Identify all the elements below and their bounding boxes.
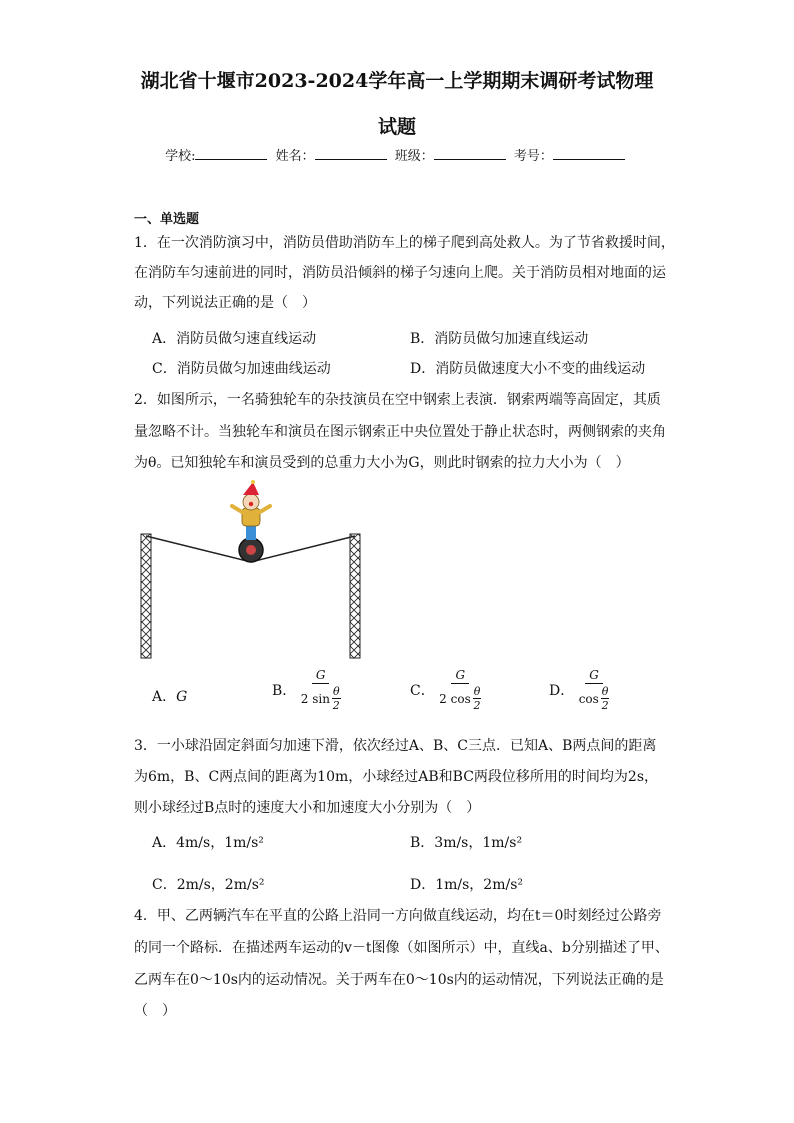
fraction-denominator (301, 684, 341, 712)
theta: θ (601, 685, 609, 698)
name-label: 姓名： (275, 149, 315, 164)
doc-title-line1: 湖北省十堰市2023-2024学年高一上学期期末调研考试物理 (140, 70, 654, 92)
half-theta (601, 685, 610, 712)
number-label: 考号： (513, 149, 553, 164)
q2-option-b-fraction (301, 668, 341, 712)
wheel-hub (246, 545, 256, 555)
left-tower (141, 534, 151, 658)
q2-option-d[interactable] (549, 668, 609, 712)
denominator-text: cos (578, 691, 599, 706)
q1-option-c[interactable]: C．消防员做匀加速曲线运动 (152, 361, 331, 377)
denominator-text: 2 cos (439, 691, 471, 706)
denominator-text: 2 sin (300, 691, 330, 706)
fraction-numerator: G (312, 668, 330, 684)
q2-option-c-label: C． (410, 683, 435, 699)
q2-option-d-fraction (579, 668, 610, 712)
q2-option-a-value: G (176, 689, 188, 705)
q1-option-a[interactable]: A．消防员做匀速直线运动 (152, 331, 317, 347)
fraction-denominator (579, 684, 610, 712)
fraction-numerator: G (451, 668, 469, 684)
q2-line: 2．如图所示，一名骑独轮车的杂技演员在空中钢索上表演．钢索两端等高固定，其质 (134, 392, 661, 408)
q2-option-a-label: A． (152, 689, 177, 705)
doc-title-line2: 试题 (377, 116, 416, 138)
performer-legs (246, 524, 256, 540)
q2-option-c[interactable] (410, 668, 481, 712)
school-label: 学校: (165, 149, 196, 164)
theta: θ (473, 685, 481, 698)
q3-option-a[interactable]: A．4m/s，1m/s² (152, 835, 264, 851)
two: 2 (332, 699, 340, 712)
q2-option-a[interactable] (152, 686, 187, 706)
section-heading: 一、单选题 (134, 212, 200, 227)
half-theta (473, 685, 482, 712)
q1-line: 在消防车匀速前进的同时，消防员沿倾斜的梯子匀速向上爬。关于消防员相对地面的运 (134, 265, 666, 281)
q3-line: 3．一小球沿固定斜面匀加速下滑，依次经过A、B、C三点．已知A、B两点间的距离 (134, 738, 657, 754)
name-blank[interactable] (315, 147, 387, 160)
fraction-denominator (439, 684, 481, 712)
q4-line: 乙两车在0～10s内的运动情况。关于两车在0～10s内的运动情况，下列说法正确的是 (134, 972, 664, 988)
q3-option-b[interactable]: B．3m/s，1m/s² (410, 835, 523, 851)
number-blank[interactable] (553, 147, 625, 160)
q3-option-c[interactable]: C．2m/s，2m/s² (152, 877, 265, 893)
half-theta (332, 685, 341, 712)
hat-pompom (251, 480, 255, 484)
class-blank[interactable] (434, 147, 506, 160)
two: 2 (601, 699, 609, 712)
q2-option-b[interactable] (272, 668, 341, 712)
right-tower (350, 534, 360, 658)
student-info-row (0, 145, 794, 164)
school-blank[interactable] (195, 147, 267, 160)
q3-line: 则小球经过B点时的速度大小和加速度大小分别为（ ） (134, 800, 481, 816)
fraction-numerator: G (585, 668, 603, 684)
q3-line: 为6m，B、C两点间的距离为10m，小球经过AB和BC两段位移所用的时间均为2s， (134, 769, 659, 785)
theta: θ (332, 685, 340, 698)
q4-line: 4．甲、乙两辆汽车在平直的公路上沿同一方向做直线运动，均在t＝0时刻经过公路旁 (134, 908, 662, 924)
class-label: 班级： (394, 149, 434, 164)
q1-line: 1．在一次消防演习中，消防员借助消防车上的梯子爬到高处救人。为了节省救援时间， (134, 235, 675, 251)
q1-option-b[interactable]: B．消防员做匀加速直线运动 (410, 331, 589, 347)
q2-option-d-label: D． (549, 683, 575, 699)
q2-option-c-fraction (439, 668, 481, 712)
q4-line: 的同一个路标．在描述两车运动的v－t图像（如图所示）中，直线a、b分别描述了甲、 (134, 940, 669, 956)
q4-line: （ ） (134, 1003, 176, 1019)
q3-option-d[interactable]: D．1m/s，2m/s² (410, 877, 524, 893)
performer-body (242, 508, 260, 526)
q2-line: 量忽略不计。当独轮车和演员在图示钢索正中央位置处于静止状态时，两侧钢索的夹角 (134, 424, 666, 440)
q2-line: 为θ。已知独轮车和演员受到的总重力大小为G，则此时钢索的拉力大小为（ ） (134, 455, 630, 471)
tightrope-figure (134, 478, 374, 662)
q2-option-b-label: B． (272, 683, 297, 699)
clown-hat (243, 482, 259, 495)
q1-option-d[interactable]: D．消防员做速度大小不变的曲线运动 (410, 361, 646, 377)
q1-line: 动，下列说法正确的是（ ） (134, 295, 316, 311)
two: 2 (473, 699, 481, 712)
clown-nose (249, 502, 253, 506)
